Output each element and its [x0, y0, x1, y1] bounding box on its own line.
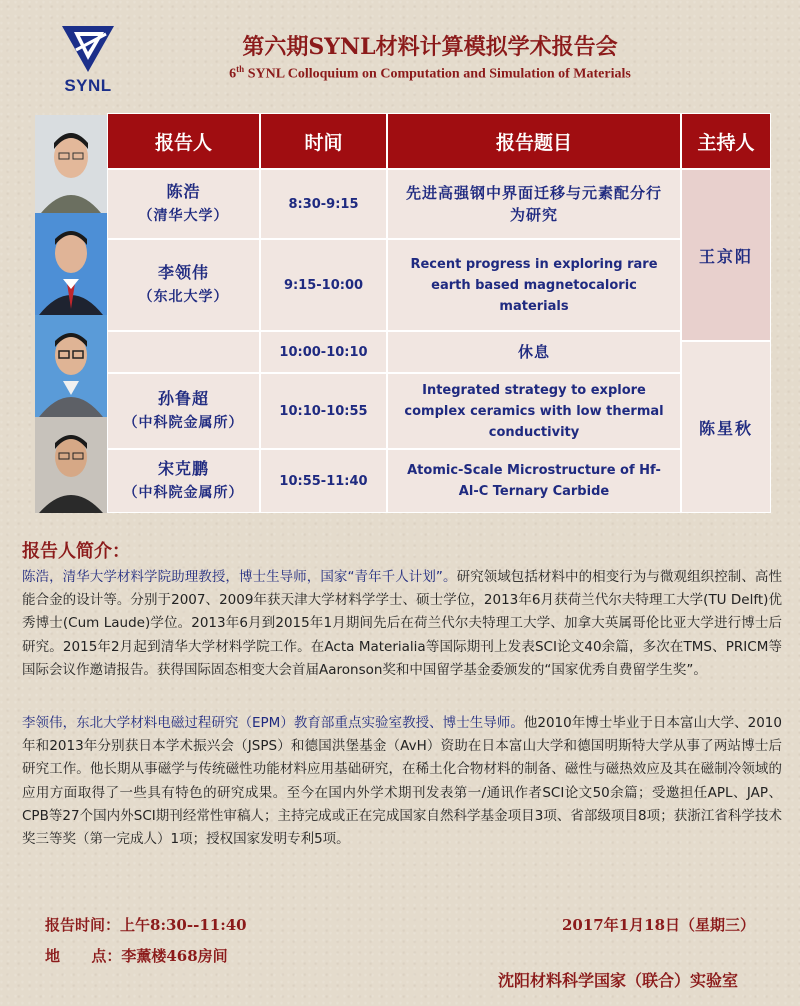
talk-topic: Integrated strategy to explore complex ceramics with low thermal conductivity [387, 373, 681, 449]
bio-1-lead: 陈浩，清华大学材料学院助理教授，博士生导师，国家“青年千人计划”。 [22, 569, 457, 585]
report-place: 地 点：李薰楼468房间 [45, 947, 228, 965]
talk-time: 10:00-10:10 [260, 331, 387, 373]
talk-time: 10:55-11:40 [260, 449, 387, 513]
logo-text: SYNL [64, 76, 112, 95]
page-title: 第六期SYNL材料计算模拟学术报告会 [242, 34, 618, 60]
speaker-name: 宋克鹏 [157, 459, 209, 478]
speaker-name: 陈浩 [166, 182, 201, 201]
host-2: 陈星秋 [681, 341, 771, 513]
talk-time: 9:15-10:00 [260, 239, 387, 331]
bio-1-body: 研究领域包括材料中的相变行为与微观组织控制、高性能合金的设计等。分别于2007、2009年获天津大学材料学学士、硕士学位，2013年6月获荷兰代尔夫特理工大学(TU Delft)优秀博士(Cum Laude)学位。2013年6月到2015年1月期间先后在荷兰代尔夫特理工大学、加拿大英属哥伦比亚大学进行博士后研究。2015年2月起到清华大学材料学院工作。在Acta Materialia等国际期刊上发表SCI论文40余篇，多次在TMS、PRICM等国际会议作邀请报告。获得国际固态相变大会首届Aaronson奖和中国留学基金委颁发的“国家优秀自费留学生奖”。 [22, 569, 782, 678]
bio-paragraph-1 [22, 566, 782, 682]
header-topic: 报告题目 [387, 113, 681, 169]
speaker-affiliation: （中科院金属所） [123, 485, 244, 501]
bio-paragraph-2 [22, 712, 782, 851]
bio-heading: 报告人简介： [22, 541, 130, 562]
bio-2-body: 他2010年博士毕业于日本富山大学、2010年和2013年分别获日本学术振兴会（JSPS）和德国洪堡基金（AvH）资助在日本富山大学和德国明斯特大学从事了两站博士后研究工作。他长期从事磁学与传统磁性功能材料应用基础研究，在稀土化合物材料的制备、磁性与磁热效应及其在磁制冷领域的应用方面取得了一些具有特色的研究成果。至今在国内外学术期刊发表第一/通讯作者SCI论文50余篇；受邀担任APL、JAP、CPB等27个国内外SCI期刊经常性审稿人；主持完成或正在完成国家自然科学基金项目3项、省部级项目8项；获浙江省科学技术奖三等奖（第一完成人）1项；授权国家发明专利5项。 [22, 715, 782, 848]
organizer: 沈阳材料科学国家（联合）实验室 [498, 971, 739, 990]
speaker-affiliation: （中科院金属所） [123, 415, 244, 431]
speaker-affiliation: （清华大学） [138, 208, 229, 224]
table-row-speaker [107, 373, 260, 449]
bio-2-lead: 李领伟，东北大学材料电磁过程研究（EPM）教育部重点实验室教授、博士生导师。 [22, 715, 524, 731]
table-row-speaker [107, 449, 260, 513]
header-speaker: 报告人 [107, 113, 260, 169]
speaker-photo-1 [35, 115, 107, 213]
table-row-speaker [107, 169, 260, 239]
host-1: 王京阳 [681, 169, 771, 341]
header-time: 时间 [260, 113, 387, 169]
synl-logo [58, 22, 118, 102]
report-date: 2017年1月18日（星期三） [562, 916, 756, 934]
synl-logo-icon [58, 22, 118, 78]
table-row-speaker [107, 331, 260, 373]
speaker-photo-3 [35, 315, 107, 417]
speaker-photo-2 [35, 213, 107, 315]
schedule-table [107, 113, 771, 513]
speaker-name: 李领伟 [157, 263, 209, 282]
talk-time: 8:30-9:15 [260, 169, 387, 239]
page-subtitle: 6th SYNL Colloquium on Computation and Simulation of Materials [229, 64, 631, 82]
header-host: 主持人 [681, 113, 771, 169]
speaker-photo-4 [35, 417, 107, 513]
speaker-name: 孙鲁超 [157, 389, 209, 408]
talk-topic: 休息 [387, 331, 681, 373]
talk-topic: 先进高强钢中界面迁移与元素配分行为研究 [387, 169, 681, 239]
speaker-affiliation: （东北大学） [138, 289, 229, 305]
report-time: 报告时间：上午8:30--11:40 [45, 916, 247, 934]
talk-topic: Recent progress in exploring rare earth based magnetocaloric materials [387, 239, 681, 331]
talk-time: 10:10-10:55 [260, 373, 387, 449]
talk-topic: Atomic-Scale Microstructure of Hf-Al-C Ternary Carbide [387, 449, 681, 513]
table-row-speaker [107, 239, 260, 331]
